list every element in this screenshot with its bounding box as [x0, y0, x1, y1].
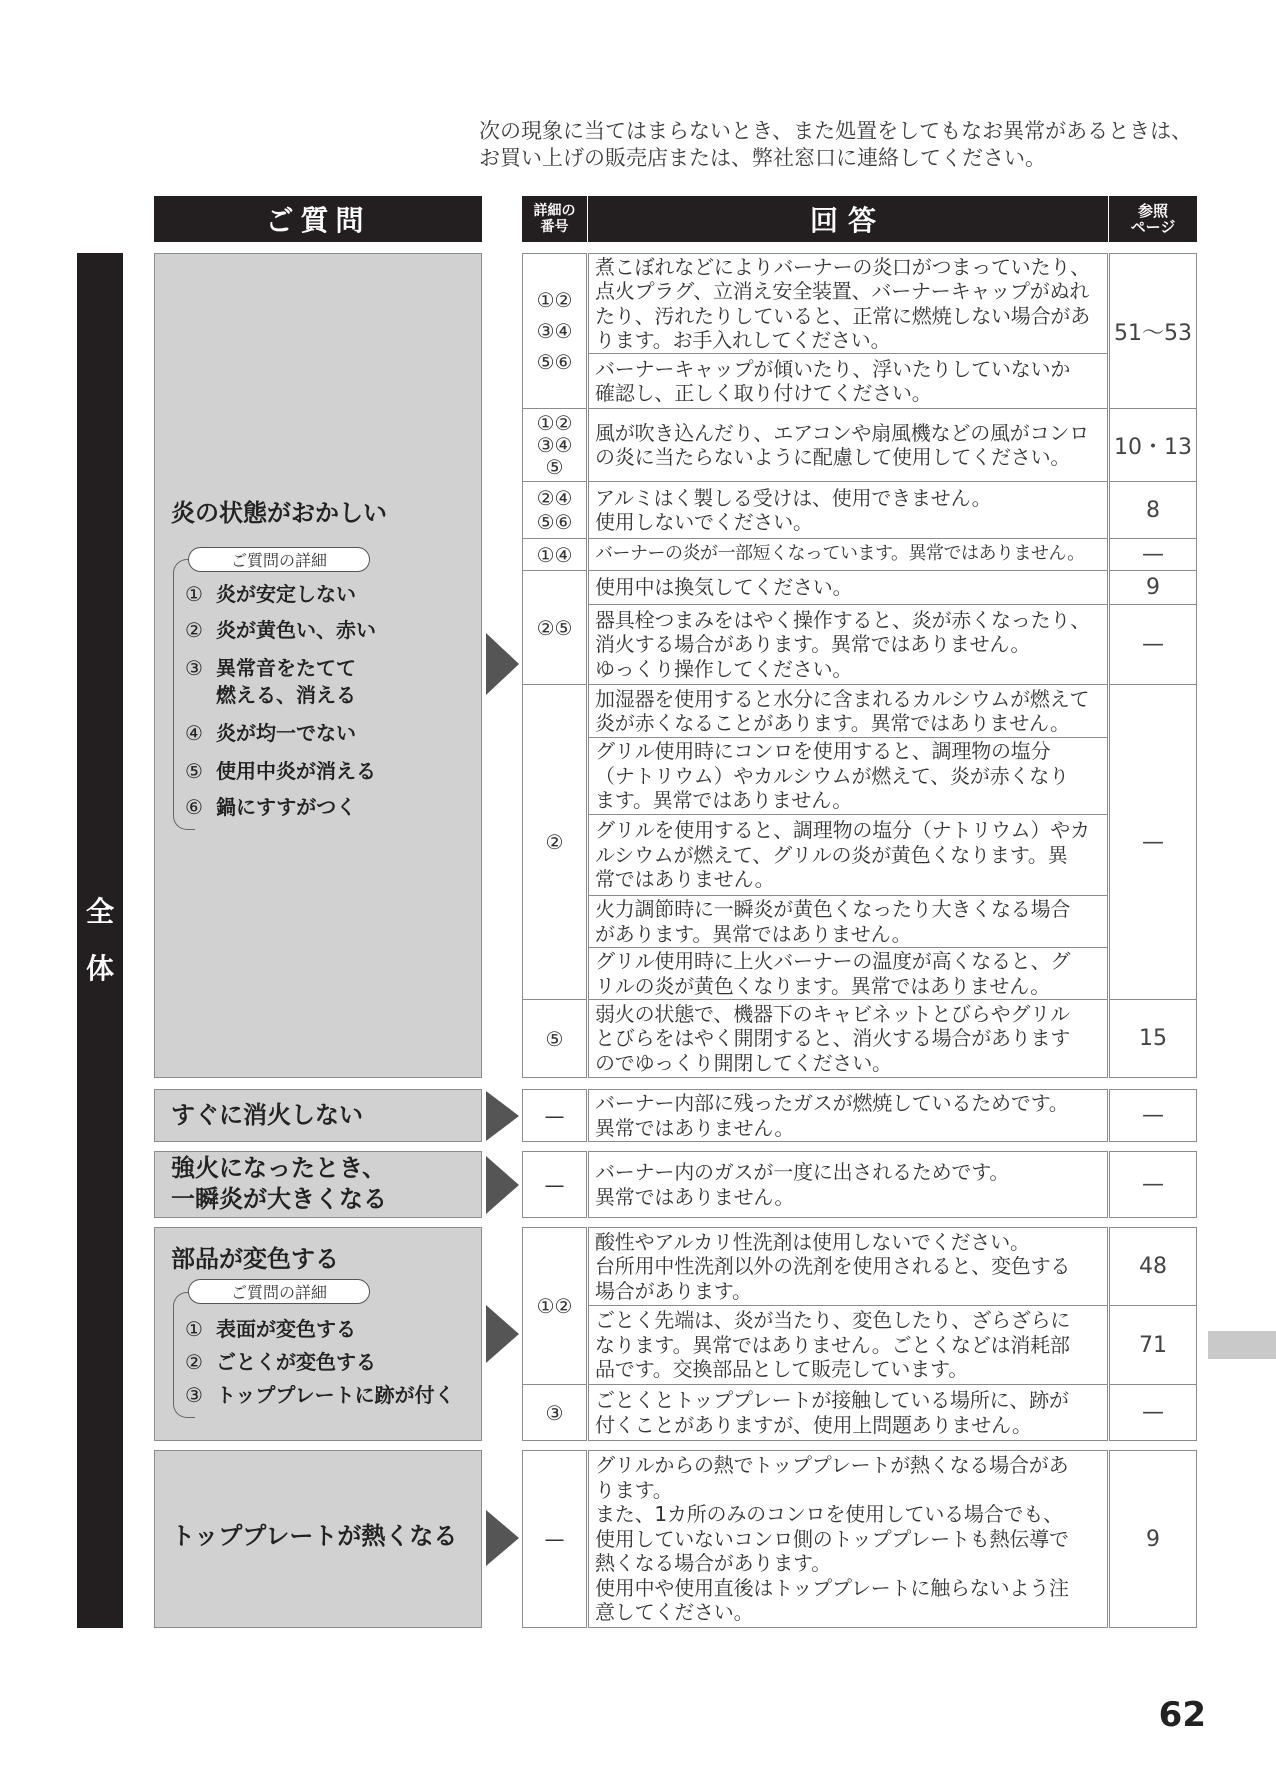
detail-item-text: 炎が均一でない: [216, 721, 356, 745]
reference-page-cell: 71: [1109, 1305, 1197, 1385]
question-detail-item: [185, 1383, 455, 1407]
question-detail-item: [185, 582, 356, 606]
detail-item-text: トッププレートに跡が付く: [216, 1383, 455, 1407]
detail-number-cell: ①② ③④ ⑤: [522, 408, 587, 482]
detail-item-number: ④: [185, 721, 203, 745]
answer-cell: バーナーの炎が一部短くなっています。異常ではありません。: [588, 538, 1108, 571]
header-question-label: ご質問: [265, 204, 371, 237]
detail-item-number: ③: [185, 656, 203, 680]
answer-cell: ごとくとトッププレートが接触している場所に、跡が 付くことがありますが、使用上問題ありません。: [588, 1384, 1108, 1441]
detail-item-number: ⑥: [185, 795, 203, 819]
answer-cell: ごとく先端は、炎が当たり、変色したり、ざらざらに なります。異常ではありません。ごとくなどは消耗部 品です。交換部品として販売しています。: [588, 1305, 1108, 1385]
detail-label-pill: ご質問の詳細: [188, 1279, 370, 1304]
reference-page-cell: —: [1109, 538, 1197, 571]
reference-page-cell: —: [1109, 1089, 1197, 1142]
header-answer: [588, 196, 1108, 242]
detail-number-cell: ①② ③④ ⑤⑥: [522, 253, 587, 409]
answer-cell: 火力調節時に一瞬炎が黄色くなったり大きくなる場合 があります。異常ではありません。: [588, 895, 1108, 948]
detail-item-text: 鍋にすすがつく: [216, 795, 357, 819]
detail-number-cell: ③: [522, 1384, 587, 1441]
answer-cell: 酸性やアルカリ性洗剤は使用しないでください。 台所用中性洗剤以外の洗剤を使用されると、変色する 場合があります。: [588, 1227, 1108, 1306]
question-detail-item: [185, 721, 356, 745]
reference-page-cell: —: [1109, 604, 1197, 685]
detail-number-cell: ①④: [522, 538, 587, 571]
chapter-index-tab: [1208, 1331, 1276, 1359]
detail-number-cell: —: [522, 1089, 587, 1142]
detail-item-number: ⑤: [185, 759, 203, 783]
detail-item-text: 使用中炎が消える: [216, 759, 376, 783]
header-detail-number-label: 詳細の 番号: [533, 203, 576, 235]
answer-cell: アルミはく製しる受けは、使用できません。 使用しないでください。: [588, 481, 1108, 539]
page-number: 62: [1158, 1695, 1206, 1735]
reference-page-cell: —: [1109, 1151, 1197, 1218]
answer-cell: グリルからの熱でトッププレートが熱くなる場合があ ります。 また、1カ所のみのコンロを使用している場合でも、 使用していないコンロ側のトッププレートも熱伝導で 熱くなる場合があります。 使用中や使用直後はトッププレートに触らないよう注 意してください。: [588, 1450, 1108, 1628]
answer-cell: グリルを使用すると、調理物の塩分（ナトリウム）やカ ルシウムが燃えて、グリルの炎が黄色くなります。異 常ではありません。: [588, 814, 1108, 896]
answer-cell: バーナー内のガスが一度に出されるためです。 異常ではありません。: [588, 1151, 1108, 1218]
detail-item-number: ①: [185, 1317, 203, 1341]
detail-number-cell: ②⑤: [522, 570, 587, 685]
reference-page-cell: 10・13: [1109, 408, 1197, 482]
question-title: すぐに消火しない: [171, 1101, 363, 1129]
answer-cell: バーナー内部に残ったガスが燃焼しているためです。 異常ではありません。: [588, 1089, 1108, 1142]
reference-page-cell: 9: [1109, 1450, 1197, 1628]
question-title: 炎の状態がおかしい: [171, 499, 387, 527]
answer-cell: 煮こぼれなどによりバーナーの炎口がつまっていたり、 点火プラグ、立消え安全装置、バーナーキャップがぬれ たり、汚れたりしていると、正常に燃焼しない場合があ ります。お手入れしてください。: [588, 253, 1108, 354]
reference-page-cell: —: [1109, 1384, 1197, 1441]
question-title: トッププレートが熱くなる: [171, 1522, 458, 1550]
section-side-tab-char: 全: [85, 895, 114, 928]
answer-cell: グリル使用時に上火バーナーの温度が高くなると、グ リルの炎が黄色くなります。異常ではありません。: [588, 947, 1108, 1000]
reference-page-cell: 9: [1109, 570, 1197, 605]
detail-item-text: 炎が安定しない: [216, 582, 356, 606]
detail-number-cell: —: [522, 1151, 587, 1218]
answer-cell: 器具栓つまみをはやく操作すると、炎が赤くなったり、 消火する場合があります。異常ではありません。 ゆっくり操作してください。: [588, 604, 1108, 685]
question-detail-item: [185, 655, 356, 709]
answer-cell: バーナーキャップが傾いたり、浮いたりしていないか 確認し、正しく取り付けてください。: [588, 353, 1108, 409]
detail-item-text: 表面が変色する: [216, 1317, 356, 1341]
reference-page-cell: —: [1109, 684, 1197, 1000]
header-answer-label: 回答: [809, 204, 886, 237]
header-reference-page-label: 参照 ページ: [1130, 202, 1176, 236]
question-title: 強火になったとき、 一瞬炎が大きくなる: [171, 1154, 387, 1213]
arrow-right-icon: [486, 633, 519, 695]
question-detail-item: [185, 759, 376, 783]
arrow-right-icon: [486, 1305, 519, 1363]
arrow-right-icon: [486, 1510, 519, 1566]
detail-item-text: 炎が黄色い、赤い: [216, 618, 376, 642]
detail-item-text: ごとくが変色する: [216, 1350, 376, 1374]
detail-label-pill: ご質問の詳細: [188, 547, 370, 572]
question-detail-item: [185, 795, 356, 819]
detail-number-cell: —: [522, 1450, 587, 1628]
question-detail-item: [185, 1317, 356, 1341]
question-detail-item: [185, 1350, 376, 1374]
header-reference-page: [1109, 196, 1197, 242]
header-question: [154, 196, 482, 242]
arrow-right-icon: [486, 1156, 519, 1214]
question-detail-item: [185, 618, 376, 642]
arrow-right-icon: [486, 1091, 519, 1141]
question-title: 部品が変色する: [171, 1245, 339, 1273]
detail-number-cell: ②: [522, 684, 587, 1000]
section-side-tab-char: 体: [85, 952, 114, 985]
section-side-tab: [77, 253, 123, 1628]
intro-text: 次の現象に当てはまらないとき、また処置をしてもなお異常があるときは、 お買い上げの販売店または、弊社窓口に連絡してください。: [479, 119, 1193, 170]
detail-item-number: ①: [185, 582, 203, 606]
answer-cell: 弱火の状態で、機器下のキャビネットとびらやグリル とびらをはやく開閉すると、消火する場合があります のでゆっくり開閉してください。: [588, 999, 1108, 1078]
reference-page-cell: 48: [1109, 1227, 1197, 1306]
detail-item-number: ②: [185, 1350, 203, 1374]
detail-item-text: 異常音をたてて 燃える、消える: [216, 656, 356, 707]
answer-cell: グリル使用時にコンロを使用すると、調理物の塩分 （ナトリウム）やカルシウムが燃えて、炎が赤くなり ます。異常ではありません。: [588, 737, 1108, 815]
reference-page-cell: 15: [1109, 999, 1197, 1078]
answer-cell: 使用中は換気してください。: [588, 570, 1108, 605]
answer-cell: 加湿器を使用すると水分に含まれるカルシウムが燃えて 炎が赤くなることがあります。異常ではありません。: [588, 684, 1108, 738]
detail-item-number: ②: [185, 618, 203, 642]
detail-number-cell: ①②: [522, 1227, 587, 1385]
header-detail-number: [522, 196, 587, 242]
reference-page-cell: 51〜53: [1109, 253, 1197, 409]
reference-page-cell: 8: [1109, 481, 1197, 539]
detail-number-cell: ②④ ⑤⑥: [522, 481, 587, 539]
answer-cell: 風が吹き込んだり、エアコンや扇風機などの風がコンロ の炎に当たらないように配慮して使用してください。: [588, 408, 1108, 482]
detail-item-number: ③: [185, 1383, 203, 1407]
detail-number-cell: ⑤: [522, 999, 587, 1078]
